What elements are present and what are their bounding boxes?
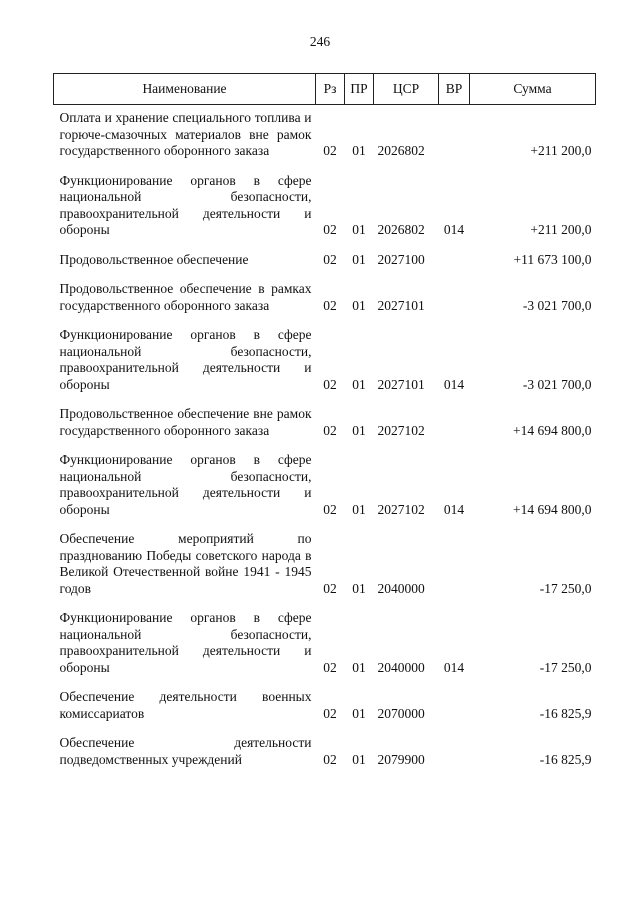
cell-vr [439,735,470,781]
table-row [54,689,596,735]
cell-sum: -16 825,9 [539,751,592,767]
cell-csr: 2079900 [377,751,425,767]
cell-pr: 01 [352,297,366,313]
cell-sum: -17 250,0 [539,580,592,596]
cell-rz: 02 [323,580,337,596]
cell-vr: 014 [443,501,465,517]
cell-pr: 01 [352,376,366,392]
cell-pr: 01 [352,422,366,438]
budget-table [53,73,596,781]
table-body [54,105,596,782]
header-pr: ПР [345,74,374,105]
cell-csr: 2027100 [377,251,425,267]
cell-pr: 01 [352,222,366,237]
table-row [54,281,596,327]
table-row [54,531,596,610]
cell-name: Обеспечение мероприятий по празднованию Победы советского народа в Великой Отечественной войне 1941 - 1945 годов [59,531,312,596]
cell-rz: 02 [323,251,337,267]
cell-name: Обеспечение деятельности подведомственных учреждений [59,735,312,767]
cell-csr: 2027102 [377,501,425,517]
header-sum: Сумма [470,74,596,105]
cell-csr: 2040000 [377,659,425,675]
cell-rz: 02 [323,659,337,675]
cell-csr: 2070000 [377,705,425,721]
cell-pr: 01 [352,580,366,596]
table-row [54,610,596,689]
cell-sum: -3 021 700,0 [522,297,592,313]
cell-name: Функционирование органов в сфере национальной безопасности, правоохранительной деятельности и обороны [59,327,312,392]
cell-pr: 01 [352,705,366,721]
table-row [54,105,596,173]
cell-csr: 2027101 [377,376,425,392]
cell-name: Оплата и хранение специального топлива и горюче-смазочных материалов вне рамок государственного оборонного заказа [59,110,312,158]
page-number: 246 [309,34,331,49]
cell-rz: 02 [323,297,337,313]
cell-name: Функционирование органов в сфере национальной безопасности, правоохранительной деятельности и обороны [59,172,312,237]
cell-csr: 2040000 [377,580,425,596]
table-row [54,327,596,406]
cell-sum: +211 200,0 [530,222,592,237]
cell-sum: +211 200,0 [530,143,592,158]
cell-name: Продовольственное обеспечение [59,251,249,267]
cell-pr: 01 [352,143,366,158]
cell-csr: 2027102 [377,422,425,438]
cell-vr [439,281,470,327]
cell-sum: +11 673 100,0 [513,251,592,267]
cell-name: Продовольственное обеспечение вне рамок государственного оборонного заказа [59,406,312,438]
cell-sum: -17 250,0 [539,659,592,675]
cell-rz: 02 [323,705,337,721]
table-row [54,452,596,531]
cell-name: Продовольственное обеспечение в рамках государственного оборонного заказа [59,281,312,313]
cell-pr: 01 [352,659,366,675]
cell-name: Функционирование органов в сфере национальной безопасности, правоохранительной деятельности и обороны [59,610,312,675]
cell-vr [439,531,470,610]
cell-rz: 02 [323,751,337,767]
cell-vr: 014 [443,659,465,675]
table-row [54,252,596,282]
cell-rz: 02 [323,501,337,517]
cell-vr [439,105,470,173]
cell-rz: 02 [323,422,337,438]
cell-name: Обеспечение деятельности военных комиссариатов [59,689,312,721]
cell-name: Функционирование органов в сфере национальной безопасности, правоохранительной деятельности и обороны [59,452,312,517]
header-vr: ВР [439,74,470,105]
header-rz: Рз [316,74,345,105]
cell-vr [439,252,470,282]
cell-vr: 014 [443,376,465,392]
cell-sum: +14 694 800,0 [513,501,592,517]
header-csr: ЦСР [374,74,439,105]
cell-pr: 01 [352,251,366,267]
cell-rz: 02 [323,222,337,237]
cell-vr [439,689,470,735]
cell-vr: 014 [443,222,465,237]
cell-rz: 02 [323,376,337,392]
header-name: Наименование [54,74,316,105]
cell-csr: 2026802 [377,222,425,237]
table-row [54,173,596,252]
cell-sum: -16 825,9 [539,705,592,721]
cell-pr: 01 [352,501,366,517]
table-header [54,74,596,105]
cell-rz: 02 [323,143,337,158]
cell-pr: 01 [352,751,366,767]
table-row [54,406,596,452]
cell-csr: 2027101 [377,297,425,313]
cell-vr [439,406,470,452]
cell-sum: +14 694 800,0 [513,422,592,438]
table-row [54,735,596,781]
cell-sum: -3 021 700,0 [522,376,592,392]
cell-csr: 2026802 [377,143,425,158]
